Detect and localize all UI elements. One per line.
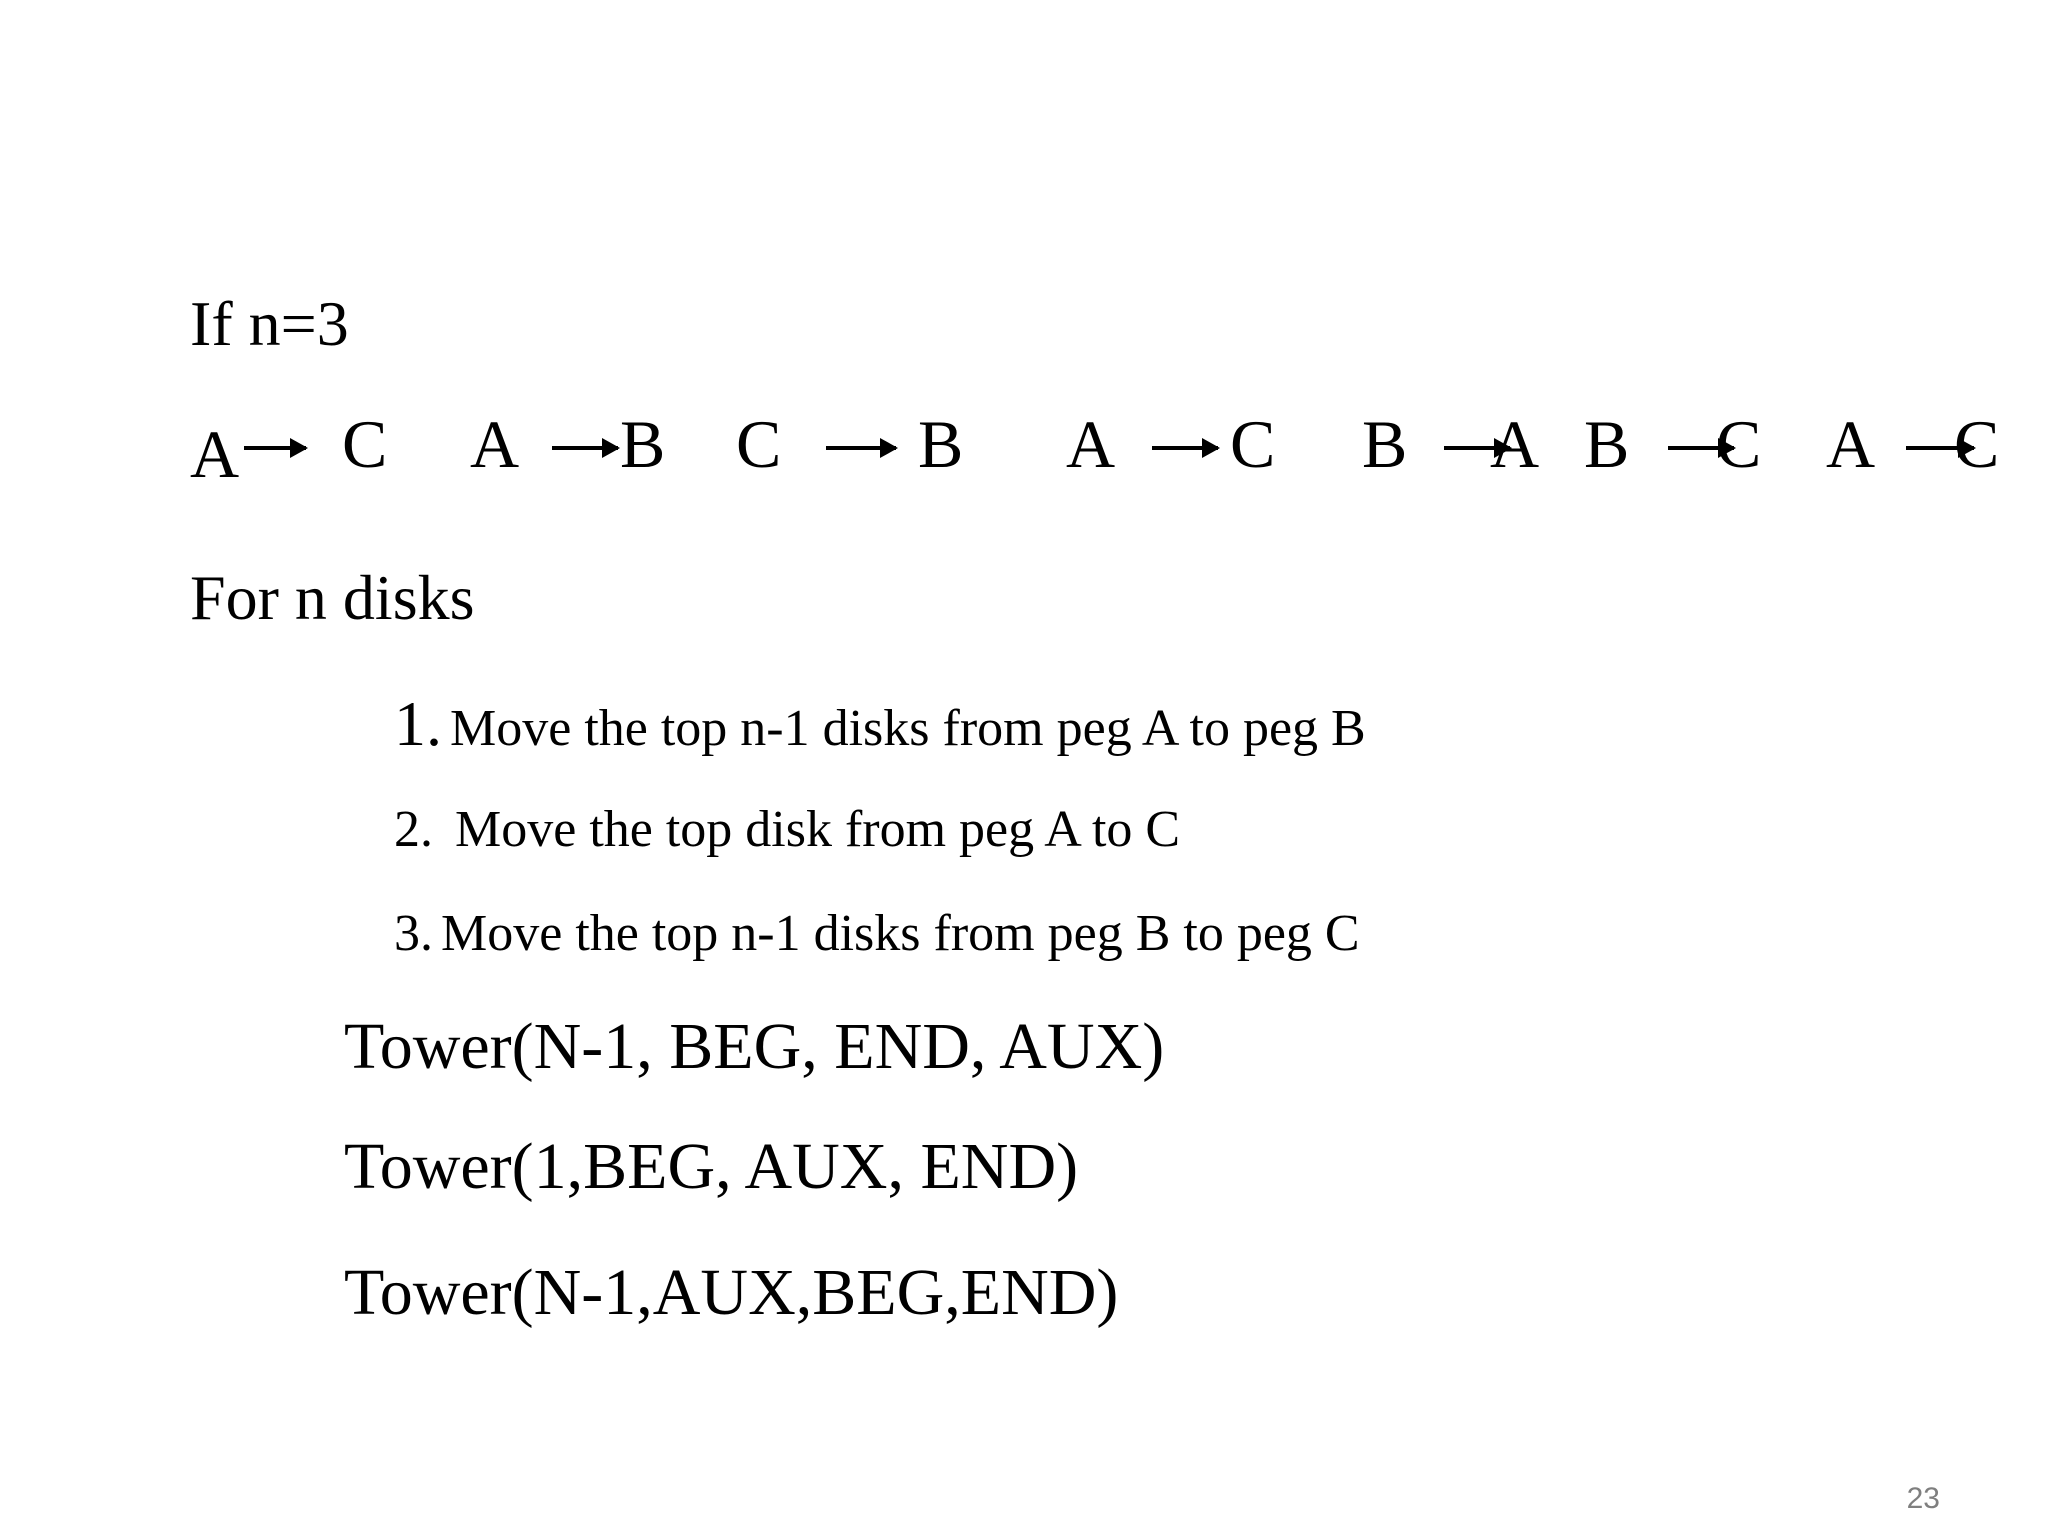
move-6-from: B xyxy=(1584,406,1630,482)
move-6-to: C xyxy=(1716,406,1762,482)
move-4-to: C xyxy=(1230,406,1276,482)
move-4-from: A xyxy=(1066,406,1116,482)
step-2-text: Move the top disk from peg A to C xyxy=(455,801,1181,858)
arrow-icon xyxy=(1152,446,1218,450)
move-7-to: C xyxy=(1954,406,2000,482)
move-3-to: B xyxy=(918,406,964,482)
step-1 xyxy=(394,688,1366,759)
call-2: Tower(1,BEG, AUX, END) xyxy=(344,1130,1079,1203)
move-2-from: A xyxy=(470,406,520,482)
call-1: Tower(N-1, BEG, END, AUX) xyxy=(344,1010,1165,1083)
move-2-to: B xyxy=(620,406,666,482)
arrow-icon xyxy=(244,446,306,450)
step-1-number: 1. xyxy=(394,688,442,759)
arrow-icon xyxy=(826,446,896,450)
step-3-text: Move the top n-1 disks from peg B to peg C xyxy=(441,905,1360,962)
step-2 xyxy=(394,801,1181,858)
step-3 xyxy=(394,905,1360,962)
heading-if-n-3: If n=3 xyxy=(190,288,349,359)
step-2-number: 2. xyxy=(394,801,433,858)
move-1-to: C xyxy=(342,406,388,482)
heading-for-n-disks: For n disks xyxy=(190,562,475,633)
move-1-from: A xyxy=(190,416,240,492)
step-3-number: 3. xyxy=(394,905,433,962)
step-1-text: Move the top n-1 disks from peg A to peg B xyxy=(450,700,1366,757)
arrow-icon xyxy=(552,446,618,450)
call-3: Tower(N-1,AUX,BEG,END) xyxy=(344,1256,1119,1329)
page-number: 23 xyxy=(1906,1482,1940,1515)
move-3-from: C xyxy=(736,406,782,482)
move-7-from: A xyxy=(1826,406,1876,482)
move-5-to: A xyxy=(1490,406,1540,482)
move-5-from: B xyxy=(1362,406,1408,482)
